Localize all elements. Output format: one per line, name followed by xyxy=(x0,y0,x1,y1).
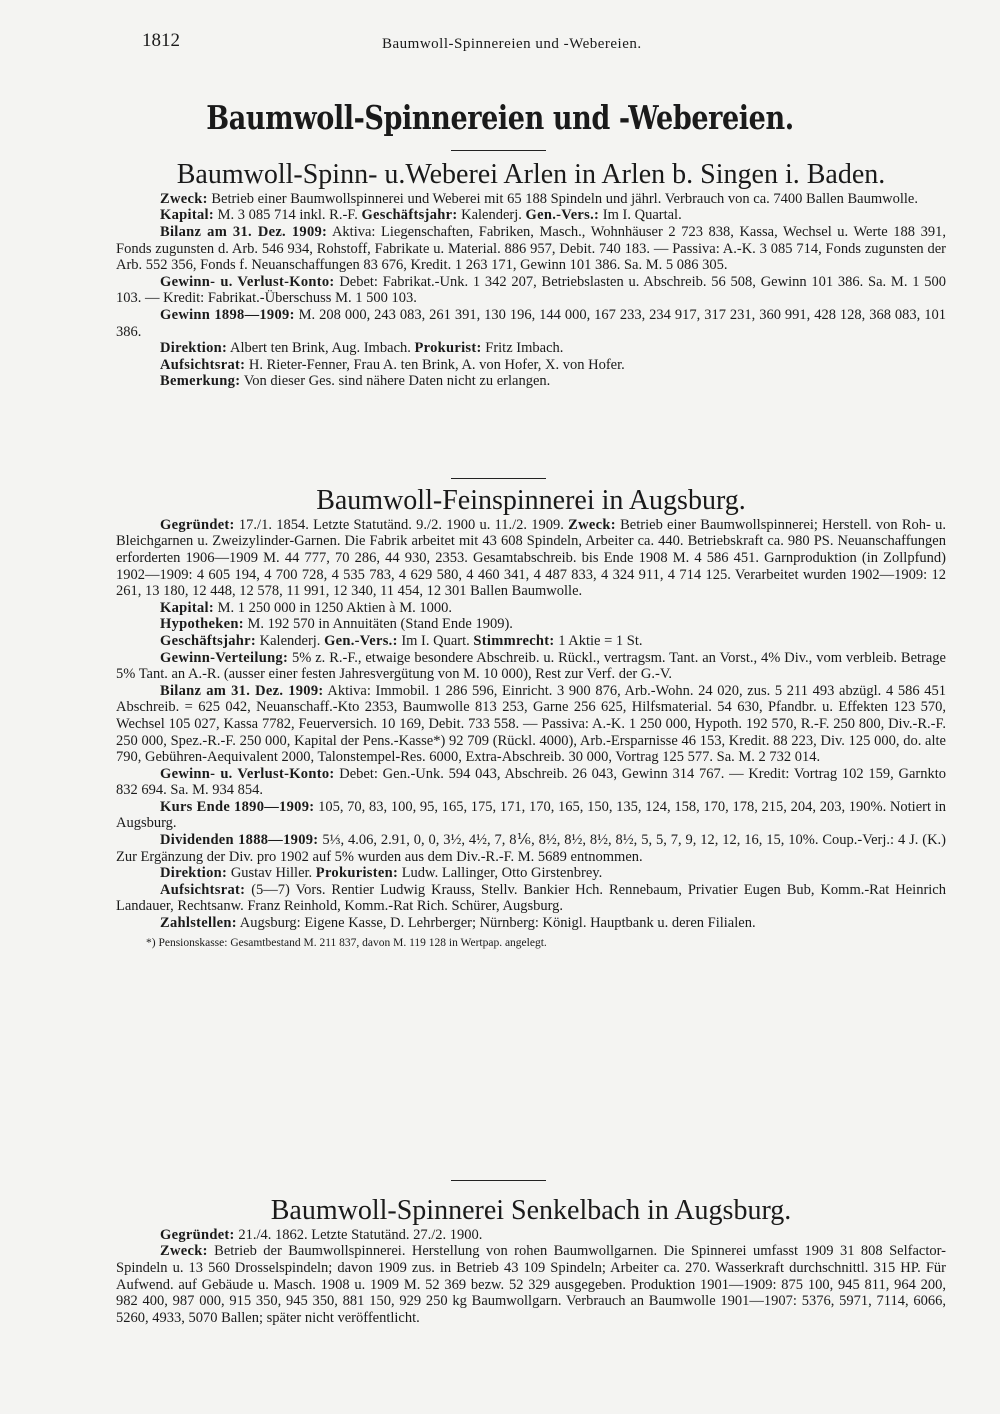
field-label: Zweck: xyxy=(160,190,208,207)
field-text: 21./4. 1862. Letzte Statutänd. 27./2. 1900. xyxy=(234,1226,483,1243)
field-label: Geschäftsjahr: xyxy=(160,632,257,649)
company-entry-senkelbach xyxy=(116,1196,946,1326)
field-text: M. 3 085 714 inkl. R.-F. xyxy=(213,207,362,224)
field-text: Debet: Fabrikat.-Unk. 1 342 207, Betriebslasten u. Abschreib. 56 508, Gewinn 101 386. Sa. M. 1 500 103. — Kredit: Fabrikat.-Überschuss M. 1 500 103. xyxy=(116,273,946,307)
chapter-title: Baumwoll-Spinnereien und -Webereien. xyxy=(206,98,794,137)
field-label: Geschäftsjahr: xyxy=(361,207,458,224)
field-label: Zahlstellen: xyxy=(160,915,237,932)
field-text: Debet: Gen.-Unk. 594 043, Abschreib. 26 043, Gewinn 314 767. — Kredit: Vortrag 102 159, Garnkto 832 694. Sa. M. 934 854. xyxy=(116,765,946,799)
field-label: Gegründet: xyxy=(160,516,235,533)
field-label: Stimmrecht: xyxy=(473,632,555,649)
entry-paragraph xyxy=(116,865,946,882)
company-entry-augsburg-feinspinnerei xyxy=(116,486,946,950)
field-label: Gewinn- u. Verlust-Konto: xyxy=(160,273,335,290)
entry-paragraph xyxy=(116,650,946,683)
field-text: 105, 70, 83, 100, 95, 165, 175, 171, 170, 165, 150, 135, 124, 158, 170, 178, 215, 204, 203, 190%. Notiert in Augsburg. xyxy=(116,798,946,832)
company-title: Baumwoll-Spinn- u.Weberei Arlen in Arlen b. Singen i. Baden. xyxy=(176,159,886,190)
company-entry-arlen xyxy=(116,160,946,390)
field-text: Im I. Quart. xyxy=(397,632,474,649)
field-text: 5% z. R.-F., etwaige besondere Abschreib. u. Rückl., vertragsm. Tant. an Vorst., 4% Div., vom verbleib. Betrage 5% Tant. an A.-R. (ausser einer festen Jahresvergütung von M. 10 000), Rest zur Verf. der G.-V. xyxy=(116,649,946,683)
field-label: Prokurist: xyxy=(414,340,482,357)
field-label: Bilanz am 31. Dez. 1909: xyxy=(160,223,328,240)
running-head: Baumwoll-Spinnereien und -Webereien. xyxy=(382,36,642,52)
field-label: Direktion: xyxy=(160,340,228,357)
field-text: Kalenderj. xyxy=(256,632,325,649)
entry-paragraph xyxy=(116,683,946,766)
field-text: Aktiva: Liegenschaften, Fabriken, Masch., Wohnhäuser 2 723 838, Kassa, Wechsel u. Werte 188 391, Fonds zugunsten d. Arb. 546 934, Rohstoff, Fabrikate u. Material. 886 957, Debit. 740 183. — Passiva: A.-K. 3 085 714, Fonds zugunsten der Arb. 552 356, Fonds f. Neuanschaffungen 83 676, Kredit. 1 263 171, Gewinn 101 386. Sa. M. 5 086 305. xyxy=(116,223,946,274)
field-text: Aktiva: Immobil. 1 286 596, Einricht. 3 900 876, Arb.-Wohn. 24 020, zus. 5 211 493 abzügl. 4 586 451 Abschreib. = 625 042, Neuanschaff.-Kto 2353, Baumwolle 813 253, Garne 256 625, Hilfsmaterial. 54 630, Pfandbr. u. Effekten 123 570, Wechsel 105 027, Kassa 7782, Feuerversich. 10 169, Debit. 733 558. — Passiva: A.-K. 1 250 000, Hypoth. 192 570, R.-F. 250 800, Div.-R.-F. 250 000, Spez.-R.-F. 250 000, Kapital der Pens.-Kasse*) 92 709 (Rückl. 4000), Arb.-Ersparnisse 46 153, Kredit. 88 223, Div. 125 000, do. alte 790, Gebühren-Aequivalent 2000, Talonstempel-Res. 6000, Extra-Abschreib. 30 000, Vortrag 125 577. Sa. M. 2 732 014. xyxy=(116,682,946,766)
title-rule xyxy=(451,150,546,151)
page-header xyxy=(142,30,942,60)
field-text: M. 1 250 000 in 1250 Aktien à M. 1000. xyxy=(213,599,453,616)
field-label: Direktion: xyxy=(160,865,228,882)
field-text: Augsburg: Eigene Kasse, D. Lehrberger; Nürnberg: Königl. Hauptbank u. deren Filialen. xyxy=(236,915,756,932)
entry-paragraph xyxy=(116,882,946,915)
field-label: Bemerkung: xyxy=(160,373,241,390)
field-label: Aufsichtsrat: xyxy=(160,356,246,373)
field-text: 1 Aktie = 1 St. xyxy=(554,632,643,649)
page-number: 1812 xyxy=(142,30,180,51)
entry-paragraph xyxy=(116,600,946,617)
field-label: Dividenden 1888—1909: xyxy=(160,832,319,849)
section-rule xyxy=(451,1180,546,1181)
entry-paragraph xyxy=(116,307,946,340)
company-title: Baumwoll-Spinnerei Senkelbach in Augsburg. xyxy=(270,1195,792,1226)
entry-paragraph xyxy=(116,766,946,799)
field-text: Kalenderj. xyxy=(457,207,526,224)
field-text: M. 192 570 in Annuitäten (Stand Ende 1909). xyxy=(243,616,513,633)
entry-paragraph xyxy=(116,191,946,208)
field-label: Kapital: xyxy=(160,599,214,616)
field-label: Aufsichtsrat: xyxy=(160,881,246,898)
entry-paragraph xyxy=(116,915,946,932)
entry-body xyxy=(116,191,946,390)
entry-paragraph xyxy=(116,633,946,650)
field-text: 17./1. 1854. Letzte Statutänd. 9./2. 1900 u. 11./2. 1909. xyxy=(234,516,569,533)
entry-paragraph xyxy=(116,799,946,832)
entry-body xyxy=(116,517,946,932)
entry-paragraph xyxy=(116,832,946,865)
field-label: Kapital: xyxy=(160,207,214,224)
field-label: Bilanz am 31. Dez. 1909: xyxy=(160,682,324,699)
field-label: Gen.-Vers.: xyxy=(525,207,600,224)
field-label: Gewinn- u. Verlust-Konto: xyxy=(160,765,335,782)
entry-paragraph xyxy=(116,357,946,374)
entry-paragraph xyxy=(116,1243,946,1326)
field-text: Von dieser Ges. sind nähere Daten nicht zu erlangen. xyxy=(240,373,551,390)
field-text: Ludw. Lallinger, Otto Girstenbrey. xyxy=(398,865,603,882)
field-label: Prokuristen: xyxy=(315,865,399,882)
field-label: Kurs Ende 1890—1909: xyxy=(160,798,315,815)
field-text: 5⅓, 4.06, 2.91, 0, 0, 3½, 4½, 7, 8⅙, 8½, 8½, 8½, 8½, 5, 5, 7, 9, 12, 12, 16, 15, 10%. Coup.-Verj.: 4 J. (K.) Zur Ergänzung der Div. pro 1902 auf 5% wurden aus dem Div.-R.-F. M. 5689 entnommen. xyxy=(116,832,946,865)
field-text: Im I. Quartal. xyxy=(599,207,682,224)
entry-paragraph xyxy=(116,517,946,600)
entry-body xyxy=(116,1227,946,1327)
field-text: Fritz Imbach. xyxy=(481,340,564,357)
field-label: Zweck: xyxy=(568,516,616,533)
field-label: Gegründet: xyxy=(160,1226,235,1243)
field-text: Betrieb der Baumwollspinnerei. Herstellung von rohen Baumwollgarnen. Die Spinnerei umfasst 1909 31 808 Selfactor-Spindeln u. 13 560 Drosselspindeln; davon 1909 zus. in Betrieb 43 109 Spindeln; Arbeiter ca. 270. Wasserkraft durchschnittl. 315 HP. Für Aufwend. auf Gebäude u. Masch. 1908 u. 1909 M. 52 369 bezw. 52 329 ausgegeben. Produktion 1901—1909: 875 100, 945 811, 964 200, 982 400, 987 000, 915 350, 945 350, 881 150, 929 250 kg Baumwollgarn. Verbrauch an Baumwolle 1901—1907: 5376, 5971, 7114, 6066, 5260, 4933, 5070 Ballen; später nicht veröffentlicht. xyxy=(116,1243,946,1326)
entry-paragraph xyxy=(116,274,946,307)
section-rule xyxy=(451,478,546,479)
field-text: Betrieb einer Baumwollspinnerei; Herstell. von Roh- u. Bleichgarnen u. Zweizylinder-Garnen. Die Fabrik arbeitet mit 43 608 Spindeln, Arbeiter ca. 440. Betriebskraft ca. 980 PS. Neuanschaffungen erforderten 1906—1909 M. 44 777, 70 286, 44 930, 2353. Gesamtabschreib. bis Ende 1908 M. 4 586 451. Garnproduktion (in Zollpfund) 1902—1909: 4 605 194, 4 700 728, 4 535 783, 4 629 580, 4 460 341, 4 487 833, 4 324 911, 4 714 125. Verarbeitet wurden 1902—1909: 12 261, 13 180, 12 448, 12 578, 11 991, 12 340, 11 454, 12 301 Ballen Baumwolle. xyxy=(116,516,946,600)
company-title: Baumwoll-Feinspinnerei in Augsburg. xyxy=(316,485,746,516)
footnote: *) Pensionskasse: Gesamtbestand M. 211 837, davon M. 119 128 in Wertpap. angelegt. xyxy=(146,936,547,949)
field-text: M. 208 000, 243 083, 261 391, 130 196, 144 000, 167 233, 234 917, 317 231, 360 991, 428 128, 368 083, 101 386. xyxy=(116,306,946,340)
field-label: Gewinn-Verteilung: xyxy=(160,649,289,666)
field-label: Zweck: xyxy=(160,1243,208,1260)
entry-paragraph xyxy=(116,373,946,390)
field-label: Hypotheken: xyxy=(160,616,244,633)
field-label: Gen.-Vers.: xyxy=(324,632,398,649)
field-label: Gewinn 1898—1909: xyxy=(160,306,295,323)
field-text: Albert ten Brink, Aug. Imbach. xyxy=(227,340,415,357)
entry-paragraph xyxy=(116,1227,946,1244)
field-text: H. Rieter-Fenner, Frau A. ten Brink, A. von Hofer, X. von Hofer. xyxy=(245,356,625,373)
entry-paragraph xyxy=(116,224,946,274)
entry-paragraph xyxy=(116,207,946,224)
field-text: Gustav Hiller. xyxy=(227,865,316,882)
field-text: Betrieb einer Baumwollspinnerei und Weberei mit 65 188 Spindeln und jährl. Verbrauch von ca. 7400 Ballen Baumwolle. xyxy=(207,190,918,207)
entry-paragraph xyxy=(116,340,946,357)
field-text: (5—7) Vors. Rentier Ludwig Krauss, Stellv. Bankier Hch. Rennebaum, Privatier Eugen Bub, Komm.-Rat Heinrich Landauer, Rechtsanw. Franz Reinhold, Komm.-Rat Rich. Schürer, Augsburg. xyxy=(116,881,946,915)
entry-paragraph xyxy=(116,616,946,633)
